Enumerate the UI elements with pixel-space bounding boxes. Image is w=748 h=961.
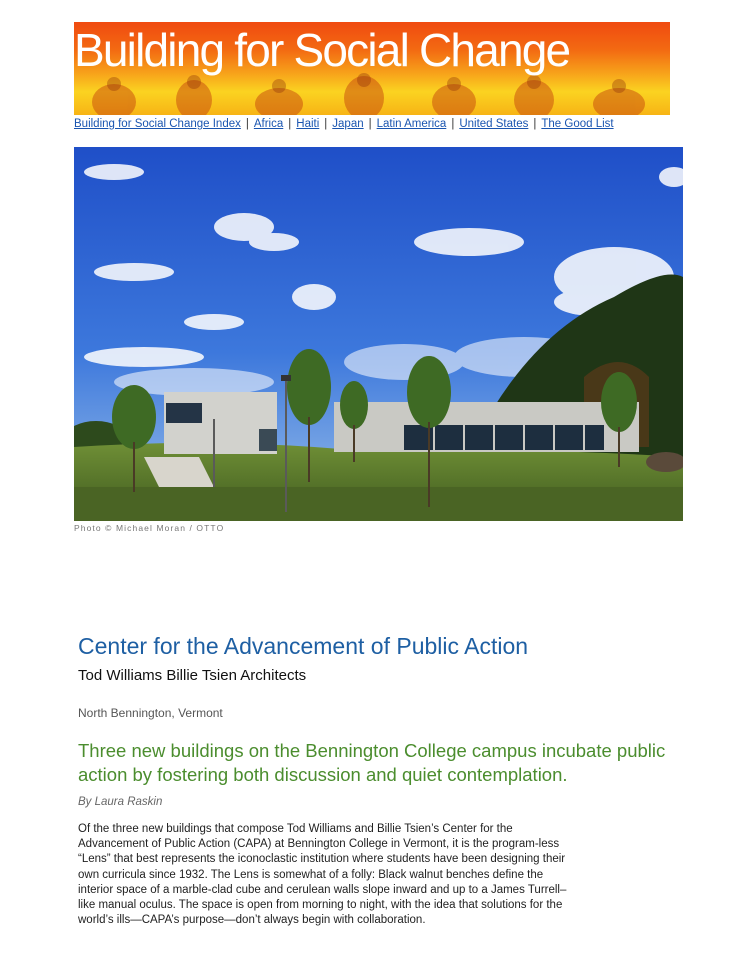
project-location: North Bennington, Vermont — [78, 706, 223, 720]
banner-title: Building for Social Change — [74, 24, 570, 76]
nav-separator: | — [451, 118, 455, 130]
header-banner — [74, 22, 670, 115]
nav-separator: | — [368, 118, 372, 130]
article-byline: By Laura Raskin — [78, 796, 163, 808]
nav-separator: | — [245, 118, 249, 130]
nav-separator: | — [324, 118, 328, 130]
nav-link-good-list[interactable]: The Good List — [541, 118, 614, 130]
nav-link-haiti[interactable]: Haiti — [296, 118, 320, 130]
nav-separator: | — [533, 118, 537, 130]
article-body: Of the three new buildings that compose Tod Williams and Billie Tsien’s Center for the Advancement of Public Action (CAPA) at Bennington College in Vermont, it is the program-less “Lens” that best represents the iconoclastic institution where students have been designing their own curricula since 1932. The Lens is somewhat of a folly: Black walnut benches define the interior space of a marble-clad cube and cerulean walls slope inward and up to a James Turrell–like manual oculus. The space is open from morning to night, with the idea that solutions for the world’s ills—CAPA’s purpose—don’t always begin with collaboration. — [78, 823, 567, 927]
photo-credit: Photo © Michael Moran / OTTO — [74, 523, 225, 533]
site-nav — [74, 118, 614, 130]
nav-link-africa[interactable]: Africa — [253, 118, 284, 130]
nav-link-united-states[interactable]: United States — [459, 118, 529, 130]
article-deck: Three new buildings on the Bennington College campus incubate public action by fostering both discussion and quiet contemplation. — [78, 740, 666, 785]
nav-link-latin-america[interactable]: Latin America — [376, 118, 447, 130]
article-title: Center for the Advancement of Public Action — [78, 633, 529, 659]
nav-link-japan[interactable]: Japan — [332, 118, 364, 130]
nav-separator: | — [288, 118, 292, 130]
hero-photo — [74, 147, 683, 521]
nav-link-index[interactable]: Building for Social Change Index — [74, 118, 241, 130]
architect-name: Tod Williams Billie Tsien Architects — [78, 667, 307, 684]
